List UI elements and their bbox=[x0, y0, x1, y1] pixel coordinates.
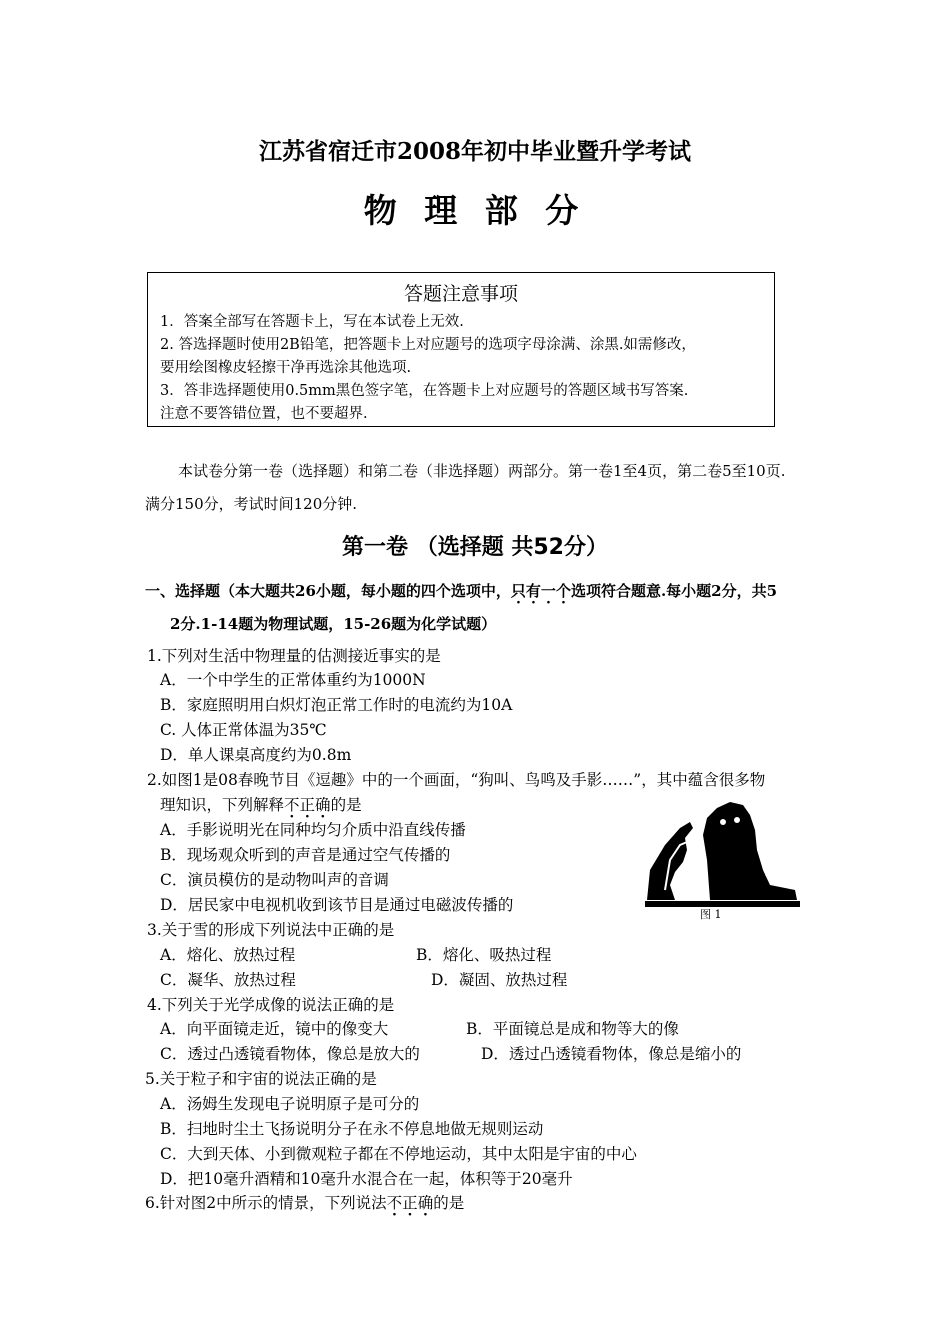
q5-option-d: D．把10毫升酒精和10毫升水混合在一起，体积等于20毫升 bbox=[160, 1170, 573, 1188]
q2-option-c: C．演员模仿的是动物叫声的音调 bbox=[160, 871, 389, 889]
q5-stem: 5.关于粒子和宇宙的说法正确的是 bbox=[145, 1070, 377, 1088]
q3-option-a: A．熔化、放热过程 bbox=[160, 946, 296, 964]
q1-option-c: C. 人体正常体温为35℃ bbox=[160, 721, 327, 739]
q4-option-a: A．向平面镜走近，镜中的像变大 bbox=[160, 1020, 389, 1038]
q4-option-d: D．透过凸透镜看物体，像总是缩小的 bbox=[481, 1045, 742, 1063]
notice-line: 1．答案全部写在答题卡上，写在本试卷上无效. bbox=[160, 314, 464, 330]
notice-line: 2. 答选择题时使用2B铅笔，把答题卡上对应题号的选项字母涂满、涂黑.如需修改， bbox=[160, 337, 696, 353]
section-heading-line2: 2分.1-14题为物理试题，15-26题为化学试题） bbox=[170, 615, 497, 633]
q4-stem: 4.下列关于光学成像的说法正确的是 bbox=[147, 996, 395, 1014]
q1-option-b: B．家庭照明用白炽灯泡正常工作时的电流约为10A bbox=[160, 696, 513, 714]
emphasis-only-one: 只有一个 bbox=[510, 582, 571, 600]
q1-stem: 1.下列对生活中物理量的估测接近事实的是 bbox=[147, 647, 441, 665]
q1-option-a: A．一个中学生的正常体重约为1000N bbox=[160, 671, 426, 689]
section-heading-b: 选项符合题意.每小题2分，共5 bbox=[570, 582, 778, 600]
intro-line-2: 满分150分，考试时间120分钟. bbox=[145, 495, 358, 513]
notice-box bbox=[147, 272, 775, 427]
notice-line: 注意不要答错位置，也不要超界. bbox=[160, 406, 368, 422]
q2-option-a: A．手影说明光在同种均匀介质中沿直线传播 bbox=[160, 821, 466, 839]
section-heading bbox=[145, 580, 777, 601]
part-one-title: 第一卷 （选择题 共52分） bbox=[342, 535, 608, 560]
q6-stem-b: 的是 bbox=[433, 1194, 465, 1212]
q6-stem bbox=[145, 1191, 464, 1213]
q1-option-d: D．单人课桌高度约为0.8m bbox=[160, 746, 352, 764]
section-heading-a: 一、选择题（本大题共26小题，每小题的四个选项中， bbox=[145, 582, 511, 600]
q2-stem: 2.如图1是08春晚节目《逗趣》中的一个画面，“狗叫、鸟鸣及手影……”，其中蕴含很多物 bbox=[147, 771, 766, 789]
q6-stem-a: 6.针对图2中所示的情景，下列说法 bbox=[145, 1194, 387, 1212]
q4-option-b: B．平面镜总是成和物等大的像 bbox=[466, 1020, 679, 1038]
q2-stem-line2-b: 的是 bbox=[330, 796, 362, 814]
emphasis-not-correct: 不正确 bbox=[284, 796, 331, 814]
q3-option-b: B．熔化、吸热过程 bbox=[416, 946, 552, 964]
notice-line: 要用绘图橡皮轻擦干净再选涂其他选项. bbox=[160, 360, 412, 376]
q5-option-c: C．大到天体、小到微观粒子都在不停地运动，其中太阳是宇宙的中心 bbox=[160, 1145, 637, 1163]
q2-stem-line2 bbox=[160, 793, 362, 815]
q5-option-b: B．扫地时尘土飞扬说明分子在永不停息地做无规则运动 bbox=[160, 1120, 544, 1138]
q4-option-c: C．透过凸透镜看物体，像总是放大的 bbox=[160, 1045, 420, 1063]
q2-option-b: B．现场观众听到的声音是通过空气传播的 bbox=[160, 846, 451, 864]
q2-stem-line2-a: 理知识，下列解释 bbox=[160, 796, 285, 814]
exam-title: 江苏省宿迁市2008年初中毕业暨升学考试 bbox=[258, 138, 691, 165]
q3-stem: 3.关于雪的形成下列说法中正确的是 bbox=[147, 921, 395, 939]
figure-1-shadow-puppet-image bbox=[645, 800, 800, 908]
emphasis-not-correct: 不正确 bbox=[386, 1194, 434, 1212]
q2-option-d: D．居民家中电视机收到该节目是通过电磁波传播的 bbox=[160, 896, 514, 914]
subject-title: 物 理 部 分 bbox=[363, 191, 587, 230]
q3-option-c: C．凝华、放热过程 bbox=[160, 971, 296, 989]
q5-option-a: A．汤姆生发现电子说明原子是可分的 bbox=[160, 1095, 420, 1113]
intro-line-1: 本试卷分第一卷（选择题）和第二卷（非选择题）两部分。第一卷1至4页，第二卷5至10页. bbox=[178, 462, 786, 480]
notice-title: 答题注意事项 bbox=[403, 283, 518, 305]
q3-option-d: D．凝固、放热过程 bbox=[431, 971, 568, 989]
figure-1-caption: 图 1 bbox=[700, 908, 722, 921]
notice-line: 3．答非选择题使用0.5mm黑色签字笔，在答题卡上对应题号的答题区域书写答案. bbox=[160, 383, 689, 399]
